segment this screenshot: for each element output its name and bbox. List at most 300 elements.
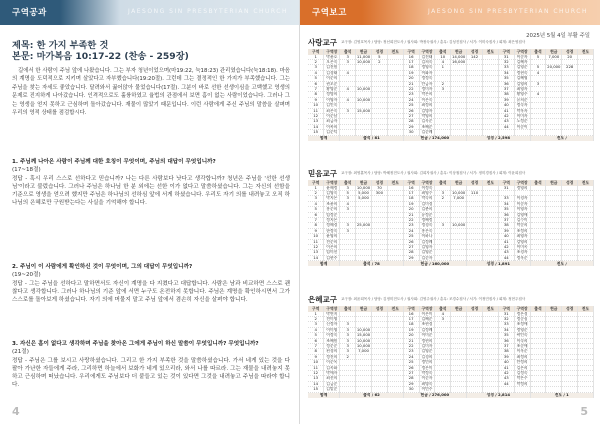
table-cell: 정은미 (419, 365, 435, 370)
table-cell: 9 (308, 354, 324, 359)
column-header: 전도 (387, 306, 403, 312)
table-cell: 이순자 (514, 201, 530, 206)
table-cell: 39 (498, 97, 514, 102)
table-cell: 6 (308, 212, 324, 217)
column-header: 구역장 (419, 180, 435, 186)
table-cell: 17 (403, 317, 419, 322)
column-header: 성경 (467, 306, 483, 312)
table-cell: 정지은 (324, 218, 340, 223)
table-cell: 18 (403, 196, 419, 201)
column-header: 헌금 (546, 180, 562, 186)
table-cell: 3 (340, 344, 356, 349)
table-cell: 3 (340, 55, 356, 60)
table-cell: 이경자 (514, 196, 530, 201)
table-cell: 42 (498, 245, 514, 250)
table-cell: 김명자 (419, 108, 435, 113)
table-cell: 김인숙 (324, 103, 340, 108)
table-cell: 황영주 (514, 92, 530, 97)
table-cell: 김영애 (514, 212, 530, 217)
table-cell: 김옥화 (324, 365, 340, 370)
column-header: 전도 (482, 306, 498, 312)
district-staff: 교구장: 최윤희목사 / 담당: 김정미전도사 / 권사회: 김영주권사 / 총무: 조경수집사 / 서기: 이정민집사 / 회계: 정현주집사 (340, 297, 526, 301)
table-cell: 최명숙 (419, 381, 435, 386)
table-cell: 41 (498, 365, 514, 370)
table-cell: 안금자 (419, 81, 435, 86)
table-cell: 김진태 (419, 55, 435, 60)
table-cell: 박윤호 (324, 55, 340, 60)
district-title: 은혜교구 (308, 295, 337, 304)
table-cell: 39 (498, 354, 514, 359)
table-cell: 5,000 (356, 196, 372, 201)
table-cell: 조순애 (514, 344, 530, 349)
table-cell: 40 (498, 234, 514, 239)
total-evangelism: 전도 / (530, 261, 593, 267)
table-cell: 10,000 (356, 343, 371, 349)
table-cell: 4 (340, 70, 356, 75)
table-cell: 7 (308, 344, 324, 349)
table-cell: 박순희 (514, 223, 530, 228)
table-cell: 15,000 (356, 332, 371, 338)
total-label: 합계 (308, 261, 340, 267)
table-cell: 16 (403, 186, 419, 191)
table-cell: 25 (403, 234, 419, 239)
table-cell: 142 (467, 55, 483, 60)
table-cell: 29 (403, 124, 419, 129)
column-header: 구역 (403, 49, 419, 55)
table-cell: 70 (371, 186, 387, 191)
table-cell: 2 (371, 60, 387, 65)
table-cell: 정영숙 (419, 65, 435, 70)
table-cell: 1 (308, 55, 324, 60)
table-cell: 박지은 (324, 196, 340, 201)
column-header: 출석 (435, 306, 451, 312)
table-cell: 23 (403, 349, 419, 354)
table-cell: 김희숙 (419, 60, 435, 65)
table-cell: 22 (403, 87, 419, 92)
table-cell: 3 (435, 87, 451, 92)
table-cell: 14,000 (452, 54, 466, 59)
table-cell: 34 (498, 201, 514, 206)
district-title: 사랑교구 (308, 38, 337, 47)
table-cell: 3 (435, 223, 451, 228)
table-cell: 10,000 (452, 190, 466, 195)
table-cell: 권오순 (324, 81, 340, 86)
table-cell: 3 (308, 196, 324, 201)
table-cell: 10,000 (356, 185, 371, 190)
table-cell: 22 (403, 344, 419, 349)
table-cell: 5 (308, 333, 324, 338)
column-header: 전도 (482, 180, 498, 186)
table-cell: 10 (308, 360, 324, 365)
table-cell: 26 (403, 365, 419, 370)
table-cell: 김영숙 (324, 191, 340, 196)
table-cell: 42 (498, 114, 514, 119)
right-header-watermark: JAESONG SIN PRESBYTERIAN CHURCH (428, 8, 589, 15)
table-cell: 김말순 (324, 387, 340, 392)
table-cell: 110 (467, 191, 483, 196)
table-cell: 7 (308, 218, 324, 223)
table-cell: 20 (562, 55, 578, 60)
table-cell: 정미자 (419, 87, 435, 92)
column-header: 구역 (308, 180, 324, 186)
column-header: 출석 (530, 49, 546, 55)
answer-1: 정답 - 혹시 우리 스스로 선하다고 믿습니까? 나는 다른 사람보다 낫다고 생각합니까? 청년은 주님을 '선한 선생님'이라고 불렀습니다. 그러나 주님은 하나님 한 분 외에는 선한 이가 없다고 말씀하셨습니다. 그는 자신의 선함을 기준으로 영생을 얻으려 했지만 주님은 하나님의 선하심 앞에 서게 하셨습니다. 우리도 자기 의를 내려놓고 오직 하나님의 은혜로만 구원받는다는 사실을 기억해야 합니다. (12, 175, 290, 207)
table-cell: 김정례 (419, 327, 435, 332)
table-cell: 19 (403, 327, 419, 332)
table-cell: 김옥순 (419, 119, 435, 124)
table-cell: 유정순 (419, 212, 435, 217)
table-cell: 2 (340, 354, 356, 359)
table-cell: 최영자 (514, 234, 530, 239)
table-cell: 정병희 (324, 92, 340, 97)
table-cell: 김은희 (514, 365, 530, 370)
table-cell: 이영자 (514, 207, 530, 212)
table-cell: 박애자 (324, 371, 340, 376)
table-cell: 김영순 (419, 250, 435, 255)
table-cell: 이순자 (514, 55, 530, 60)
table-cell: 박정희 (514, 381, 530, 386)
table-cell: 1 (435, 65, 451, 70)
table-cell: 26 (403, 239, 419, 244)
table-cell: 15,000 (356, 108, 371, 113)
table-cell: 3 (340, 60, 356, 65)
table-cell: 정옥순 (514, 255, 530, 260)
table-cell: 4 (435, 60, 451, 65)
table-cell: 4 (308, 327, 324, 332)
table-cell: 32 (498, 60, 514, 65)
table-cell: 최영수 (419, 191, 435, 196)
table-cell: 정영희 (514, 186, 530, 191)
table-cell: 이미자 (514, 114, 530, 119)
table-cell: 이은미 (419, 312, 435, 317)
column-header: 헌금 (451, 306, 467, 312)
question-2: 2. 주님이 이 사람에게 확인하신 것이 무엇이며, 그의 대답이 무엇입니까? (12, 264, 193, 270)
table-cell: 11,000 (356, 54, 371, 59)
table-cell: 이순이 (514, 124, 530, 129)
district-section-1 (308, 38, 594, 141)
table-cell: 40 (498, 360, 514, 365)
table-cell: 김혜영 (514, 76, 530, 81)
table-cell: 44 (498, 255, 514, 260)
total-bible: 성경 / 2,814 (467, 392, 530, 398)
table-cell: 2 (308, 317, 324, 322)
table-cell: 이하나 (419, 234, 435, 239)
table-cell: 이은희 (324, 245, 340, 250)
table-cell: 30 (403, 387, 419, 392)
question-3: 3. 자신은 흠이 없다고 생각하며 주님을 찾아온 그에게 주님이 하신 말씀이 무엇입니까? 무엇입니까? (12, 341, 259, 347)
table-cell: 한정숙 (324, 228, 340, 233)
table-cell: 3 (340, 196, 356, 201)
table-cell: 34 (498, 327, 514, 332)
column-header: 구역 (498, 306, 514, 312)
table-cell: 2 (435, 81, 451, 86)
column-header: 성경 (467, 180, 483, 186)
table-cell: 정순심 (514, 317, 530, 322)
table-cell: 박연지 (324, 312, 340, 317)
table-cell: 8 (308, 223, 324, 228)
table-cell: 김순자 (419, 255, 435, 260)
column-header: 출석 (435, 49, 451, 55)
table-cell: 32 (498, 317, 514, 322)
column-header: 성경 (371, 306, 387, 312)
column-header: 성경 (467, 49, 483, 55)
table-cell: 36 (498, 212, 514, 217)
table-cell: 조정애 (514, 322, 530, 327)
sermon-intro: 길에서 한 사람이 주님 앞에 나왔습니다. 그는 부자 청년이었으며(마19:22, 눅18:23) 관리였습니다(눅18:18). 마음의 계명을 도덕적으로 지키며 살았다고 자부했습니다(19:20절). 그런데 그는 결정적인 한 가지가 부족했습니다. 그는 주님을 찾는 자세도 좋았습니다. 달려와서 꿇어앉아 물었습니다(17절). 그분이 바로 선한 선생이심을 고백했고 영생의 문제로 진지하게 나아갔습니다. 인격적으로도 훌륭하였고 율법의 관점에서 보면 흠이 없는 사람이었습니다. 그러나 그는 영생을 얻지 못하고 근심하며 돌아갔습니다. 재물이 많았기 때문입니다. 이런 사람에게 주신 주님의 말씀을 살펴며 우리의 영적 상태를 점검합시다. (12, 68, 290, 117)
table-cell: 윤해정 (324, 186, 340, 191)
table-cell: 13 (308, 119, 324, 124)
table-cell: 31 (498, 55, 514, 60)
column-header: 헌금 (451, 49, 467, 55)
column-header: 전도 (387, 49, 403, 55)
table-cell: 이숙희 (514, 338, 530, 343)
total-row (308, 261, 594, 267)
table-cell: 28 (403, 376, 419, 381)
column-header: 출석 (340, 180, 356, 186)
table-cell: 34 (498, 70, 514, 75)
table-cell: 21 (403, 81, 419, 86)
answer-2: 정답 - 그는 주님을 선하다고 말하면서도 자신이 계명을 다 지켰다고 대답합니다. 사람은 남과 비교하면 스스로 괜찮다고 생각합니다. 그러나 하나님의 기준 앞에 서면 누구도 온전하지 못합니다. 주님은 계명을 확인하시면서 그가 스스로를 돌아보게 하셨습니다. 자기 의에 머물지 말고 주님 앞에서 겸손히 자신을 살펴야 합니다. (12, 280, 290, 304)
total-attendance: 출석 / 81 (340, 135, 403, 141)
column-header: 성경 (371, 180, 387, 186)
table-cell: 이순자 (419, 376, 435, 381)
table-cell: 조혜원 (324, 338, 340, 343)
question-block-2 (12, 263, 290, 304)
table-cell: 11 (308, 365, 324, 370)
table-cell: 2 (308, 191, 324, 196)
district-section-3 (308, 295, 594, 398)
column-header: 구역장 (514, 180, 530, 186)
table-cell: 전순희 (324, 239, 340, 244)
table-cell: 24 (403, 97, 419, 102)
table-cell: 10,000 (356, 97, 371, 102)
table-cell: 38 (498, 92, 514, 97)
table-cell: 1 (308, 186, 324, 191)
column-header: 헌금 (451, 180, 467, 186)
bulletin-date: 2025년 5월 4일 부활 주일 (526, 33, 590, 39)
column-header: 전도 (482, 49, 498, 55)
table-cell: 최금자 (324, 119, 340, 124)
table-cell: 10 (308, 234, 324, 239)
total-evangelism: 전도 / (530, 135, 593, 141)
table-cell: 30 (403, 130, 419, 135)
table-cell: 10 (435, 55, 451, 60)
column-header: 구역장 (419, 49, 435, 55)
attendance-table (308, 180, 594, 266)
column-header: 구역장 (324, 180, 340, 186)
question-2-ref: (19~20절) (12, 272, 41, 279)
table-cell: 이복희 (324, 124, 340, 129)
table-cell: 3 (435, 191, 451, 196)
table-cell: 13 (308, 376, 324, 381)
table-cell: 5 (308, 76, 324, 81)
table-cell: 31 (498, 312, 514, 317)
table-cell: 28 (403, 119, 419, 124)
column-header: 헌금 (356, 306, 372, 312)
column-header: 구역 (308, 49, 324, 55)
table-cell: 8 (308, 92, 324, 97)
column-header: 헌금 (546, 49, 562, 55)
right-page-attendance (300, 0, 600, 424)
table-cell: 조윤희 (324, 201, 340, 206)
table-cell: 이미옥 (514, 245, 530, 250)
table-cell: 이정숙 (324, 333, 340, 338)
table-cell: 김현주 (324, 255, 340, 260)
table-cell: 이미순 (419, 333, 435, 338)
table-cell: 오은숙 (324, 60, 340, 65)
table-cell: 13 (308, 250, 324, 255)
table-cell: 21 (403, 338, 419, 343)
table-cell: 임정순 (324, 212, 340, 217)
column-header: 구역 (308, 306, 324, 312)
table-cell: 4 (530, 92, 546, 97)
table-cell: 곽인숙 (514, 333, 530, 338)
table-cell: 3 (308, 322, 324, 327)
table-cell: 2 (308, 60, 324, 65)
table-cell: 정진희 (324, 354, 340, 359)
right-header-title: 구역보고 (312, 8, 347, 18)
table-cell: 정해경 (324, 223, 340, 228)
table-cell: 23 (403, 92, 419, 97)
column-header: 구역장 (419, 306, 435, 312)
column-header: 출석 (435, 180, 451, 186)
table-cell: 김경태 (324, 70, 340, 75)
table-cell: 21 (403, 212, 419, 217)
table-cell: 김미경 (419, 201, 435, 206)
table-cell: 15 (308, 130, 324, 135)
table-cell: 25,000 (356, 222, 371, 228)
table-cell: 10,000 (452, 222, 466, 228)
table-cell: 43 (498, 119, 514, 124)
district-title: 믿음교구 (308, 169, 337, 178)
table-cell: 27 (403, 371, 419, 376)
table-cell: 27 (403, 114, 419, 119)
table-cell: 44 (498, 124, 514, 129)
column-header: 헌금 (546, 306, 562, 312)
table-cell: 정영순 (514, 327, 530, 332)
table-cell: 12 (308, 114, 324, 119)
column-header: 성경 (371, 49, 387, 55)
table-cell: 19 (403, 201, 419, 206)
table-cell: 정정숙 (419, 76, 435, 81)
table-cell: 38 (498, 223, 514, 228)
table-cell: 박영희 (419, 114, 435, 119)
table-cell: 3 (340, 333, 356, 338)
table-cell: 3 (308, 65, 324, 70)
table-cell: 33 (498, 196, 514, 201)
total-label: 합계 (308, 392, 340, 398)
table-cell: 정민희 (419, 360, 435, 365)
column-header: 전도 (578, 306, 594, 312)
table-cell: 3 (340, 322, 356, 327)
table-cell: 29 (403, 255, 419, 260)
table-cell: 김영희 (514, 81, 530, 86)
table-cell: 조경자 (514, 250, 530, 255)
table-cell: 44 (498, 381, 514, 386)
table-cell: 25 (403, 360, 419, 365)
table-cell: 김금순 (324, 381, 340, 386)
table-cell: 17 (403, 191, 419, 196)
table-cell: 김춘희 (419, 207, 435, 212)
table-cell: 4 (340, 201, 356, 206)
table-cell: 정현숙 (514, 70, 530, 75)
table-cell: 22 (403, 218, 419, 223)
table-cell: 이정숙 (419, 186, 435, 191)
attendance-table (308, 306, 594, 398)
table-cell: 4 (530, 70, 546, 75)
table-cell: 4 (308, 70, 324, 75)
table-cell: 김미자 (419, 344, 435, 349)
table-cell: 김진원 (324, 65, 340, 70)
table-cell: 홍은숙 (419, 228, 435, 233)
column-header: 구역장 (514, 306, 530, 312)
table-cell: 김영순 (419, 349, 435, 354)
table-cell: 5 (371, 55, 387, 60)
table-cell: 28 (403, 250, 419, 255)
total-label: 합계 (308, 135, 340, 141)
sermon-title: 제목: 한 가지 부족한 것 (12, 40, 109, 51)
column-header: 구역장 (324, 49, 340, 55)
table-cell: 정현희 (419, 338, 435, 343)
table-cell: 33 (498, 65, 514, 70)
table-cell: 김정례 (419, 239, 435, 244)
district-header (308, 38, 594, 47)
table-cell: 이영자 (324, 97, 340, 102)
table-cell: 4 (340, 97, 356, 102)
table-cell: 10,000 (356, 86, 371, 92)
table-cell: 35 (498, 76, 514, 81)
total-bible: 성경 / 1,891 (467, 261, 530, 267)
table-cell: 12 (308, 371, 324, 376)
column-header: 전도 (578, 49, 594, 55)
table-cell: 5 (530, 55, 546, 60)
table-cell: 29 (403, 381, 419, 386)
table-cell: 4 (340, 87, 356, 92)
table-cell: 5 (530, 65, 546, 70)
table-cell: 20,000 (547, 64, 561, 70)
table-cell: 17 (403, 60, 419, 65)
right-page-header (300, 0, 600, 25)
table-cell: 안정희 (514, 360, 530, 365)
table-cell: 35 (498, 207, 514, 212)
table-cell: 정경숙 (419, 223, 435, 228)
table-cell: 3 (340, 108, 356, 113)
column-header: 헌금 (356, 180, 372, 186)
table-cell: 12 (308, 245, 324, 250)
district-section-2 (308, 169, 594, 266)
table-cell: 정은경 (514, 312, 530, 317)
sermon-heading (12, 40, 292, 62)
table-cell: 김순례 (419, 130, 435, 135)
left-header-title: 구역공과 (12, 8, 47, 18)
table-cell: 10,000 (356, 59, 371, 64)
table-cell: 20 (403, 76, 419, 81)
table-cell: 35 (498, 333, 514, 338)
table-cell: 정문순 (324, 344, 340, 349)
table-cell: 3 (340, 186, 356, 191)
table-cell: 최은숙 (324, 108, 340, 113)
table-cell: 이은숙 (419, 97, 435, 102)
table-cell: 조정희 (514, 228, 530, 233)
table-cell: 39 (498, 228, 514, 233)
table-cell: 7,000 (356, 349, 372, 354)
column-header: 구역장 (324, 306, 340, 312)
table-cell: 최정희 (419, 103, 435, 108)
table-cell: 윤영희 (324, 234, 340, 239)
table-cell: 3 (340, 207, 356, 212)
table-cell: 9 (308, 228, 324, 233)
table-cell: 15 (308, 387, 324, 392)
